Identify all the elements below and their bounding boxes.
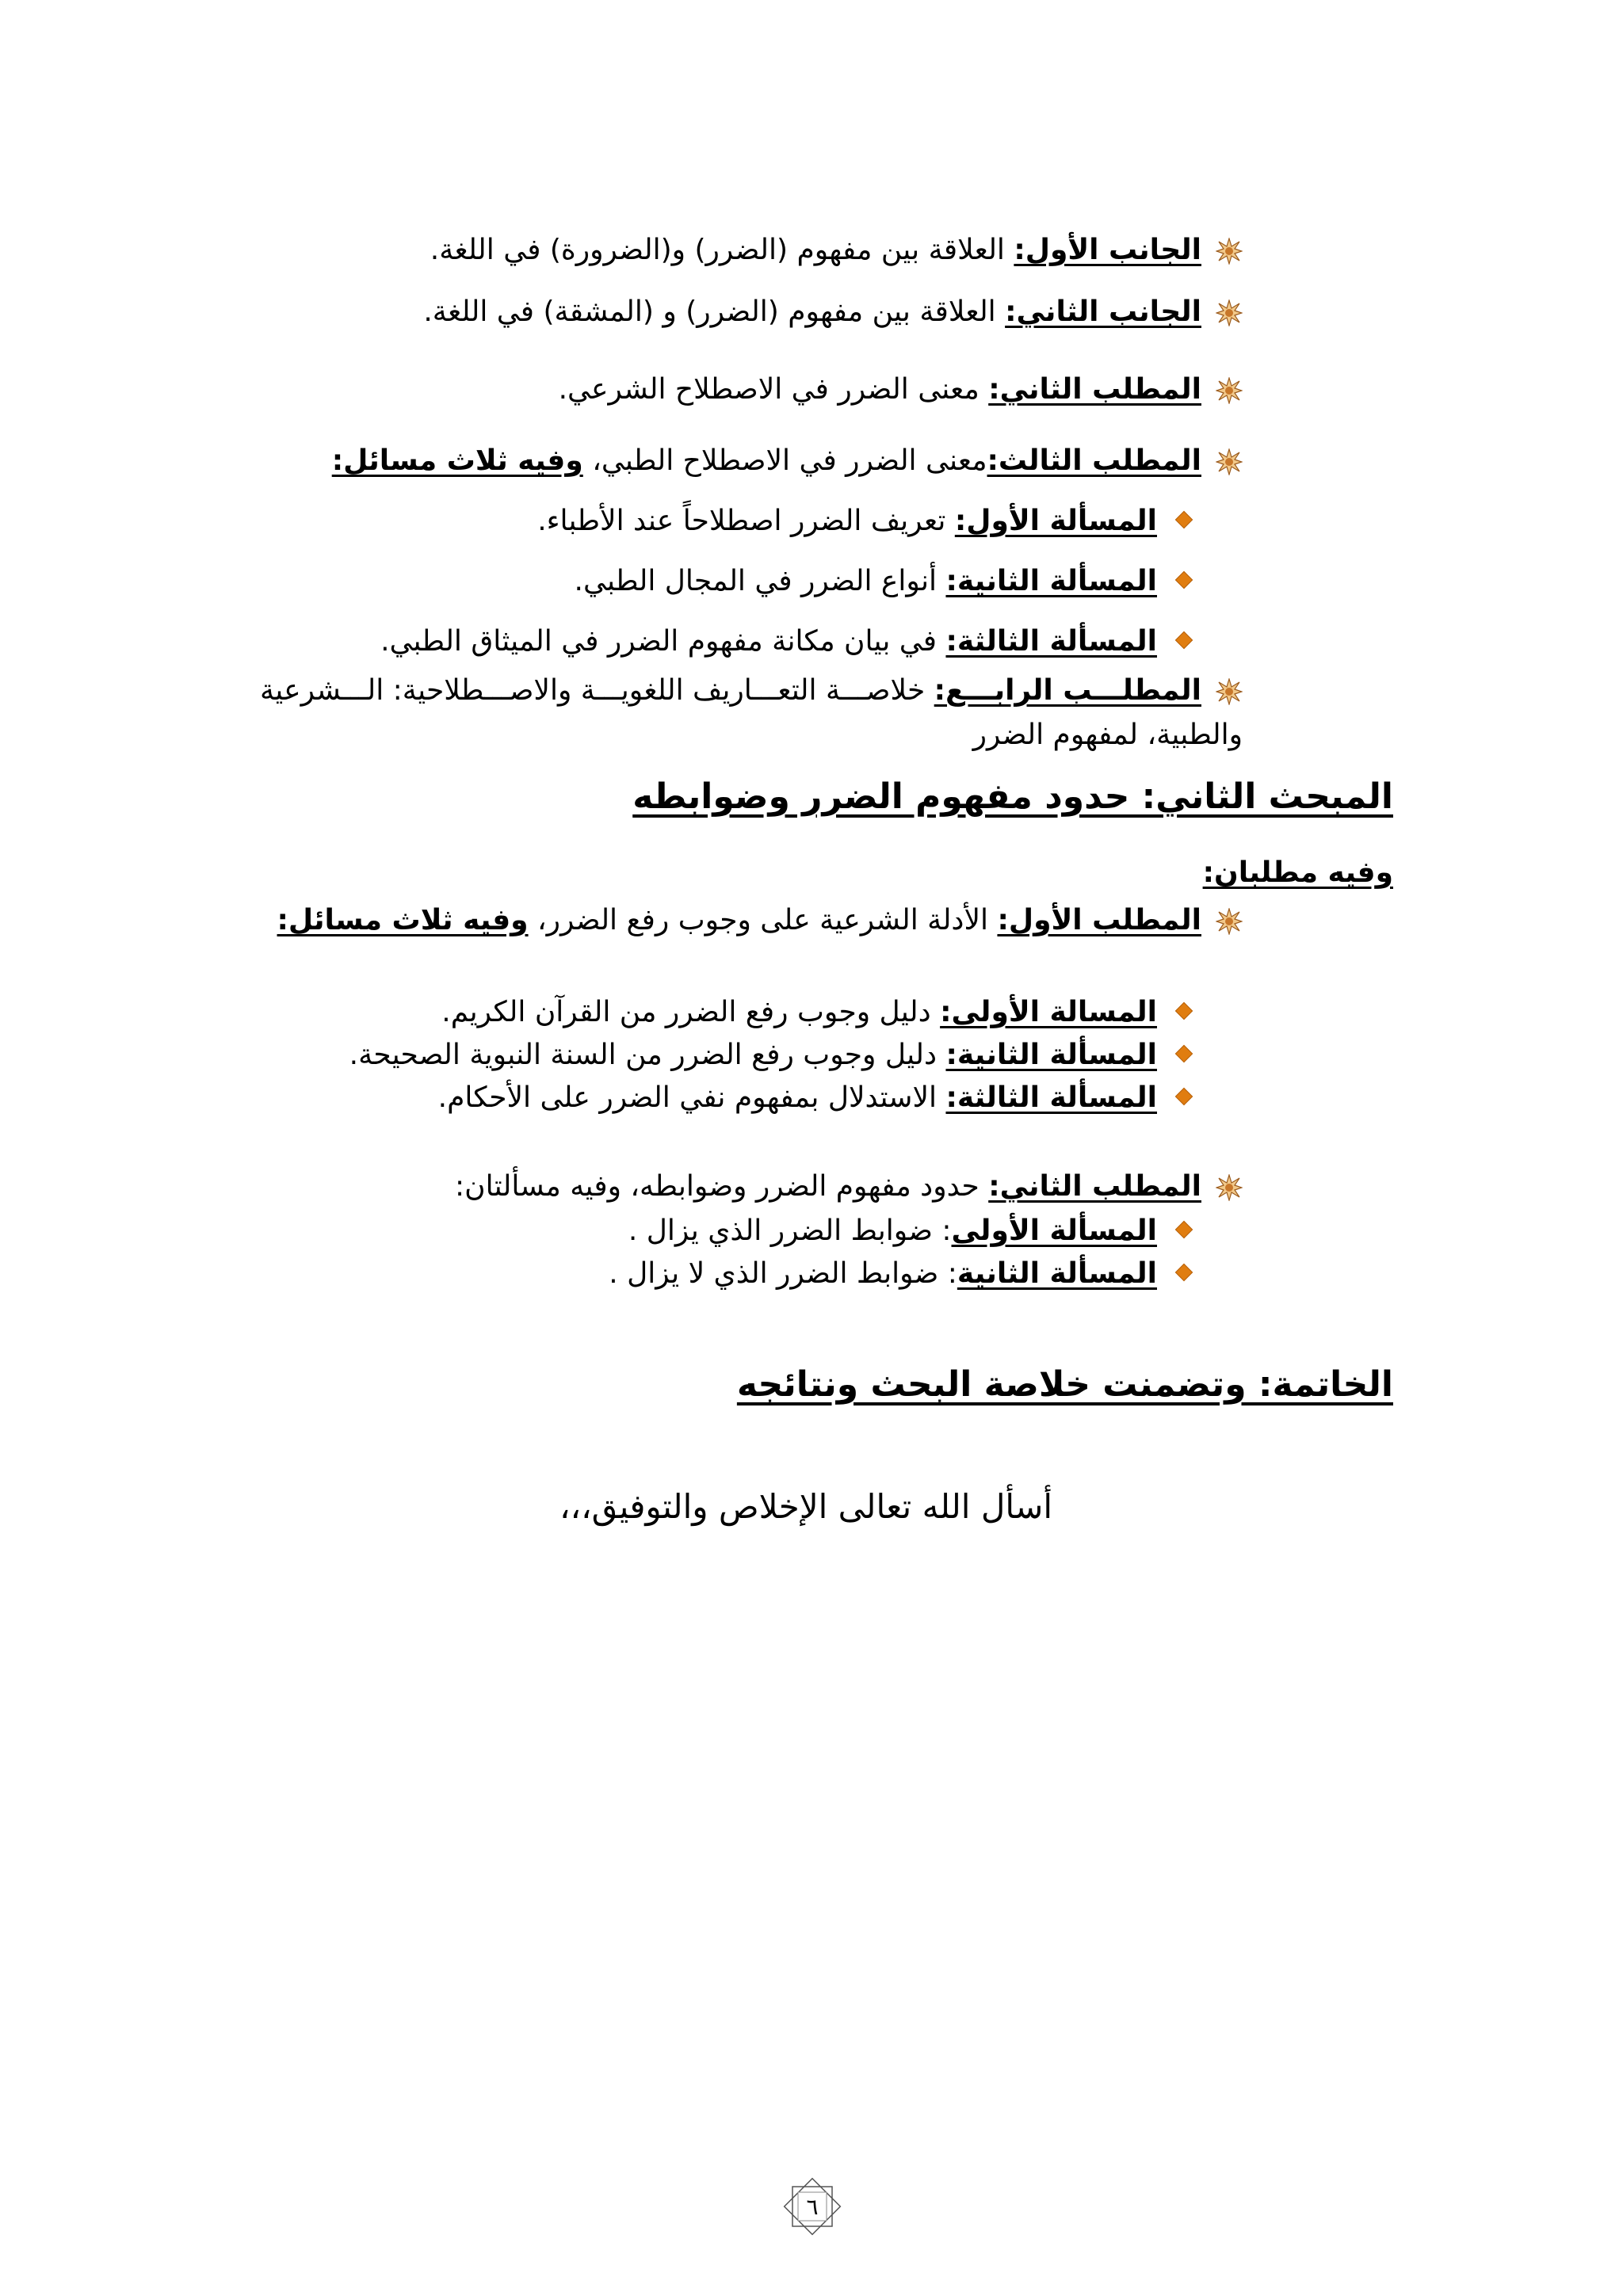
item-line — [332, 442, 1243, 480]
diamond-bullet-icon — [1175, 1088, 1193, 1106]
item-text: دليل وجوب رفع الضرر من السنة النبوية الصحيحة. — [349, 1039, 946, 1071]
conclusion-heading: الخاتمة: وتضمنت خلاصة البحث ونتائجه — [736, 1364, 1393, 1405]
sub-item-line — [438, 1079, 1195, 1117]
item-label: المسالة الأولى: — [940, 996, 1157, 1028]
item-text: الأدلة الشرعية على وجوب رفع الضرر، — [528, 904, 998, 936]
page-number: ٦ — [806, 2193, 819, 2220]
item-text: العلاقة بين مفهوم (الضرر) و(الضرورة) في اللغة. — [430, 234, 1014, 266]
item-text: أنواع الضرر في المجال الطبي. — [574, 565, 946, 597]
diamond-bullet-icon — [1175, 1002, 1193, 1020]
item-line — [423, 293, 1243, 331]
item-text: : ضوابط الضرر الذي لا يزال . — [609, 1257, 957, 1290]
item-label: الجانب الأول: — [1014, 234, 1201, 266]
star-bullet-icon — [1216, 299, 1243, 326]
item-text: تعريف الضرر اصطلاحاً عند الأطباء. — [537, 505, 955, 537]
diamond-bullet-icon — [1175, 1221, 1193, 1239]
item-text: والطبية، لمفهوم الضرر — [972, 719, 1243, 751]
item-label: المطلب الأول: — [997, 904, 1201, 936]
item-label: المسألة الأولى — [951, 1215, 1157, 1247]
item-label: المطلب الثاني: — [988, 373, 1201, 406]
diamond-bullet-icon — [1175, 511, 1193, 529]
intro-text: وفيه مطلبان: — [1202, 856, 1393, 889]
star-bullet-icon — [1216, 1174, 1243, 1201]
item-label: المسألة الثالثة: — [945, 625, 1157, 658]
item-label: المطلب الثالث: — [987, 444, 1201, 477]
section-heading: المبحث الثاني: حدود مفهوم الضرر وضوابطه — [632, 776, 1393, 817]
item-label: المطلب الثاني: — [988, 1170, 1201, 1203]
item-label: المسألة الثالثة: — [945, 1081, 1157, 1114]
item-line — [559, 371, 1243, 409]
item-label: الجانب الثاني: — [1005, 296, 1201, 328]
page-number-ornament — [777, 2171, 848, 2242]
item-line — [455, 1168, 1243, 1206]
star-bullet-icon — [1216, 238, 1243, 265]
item-text: معنى الضرر في الاصطلاح الشرعي. — [558, 373, 989, 406]
sub-item-line — [628, 1212, 1195, 1250]
item-tail: وفيه ثلاث مسائل: — [331, 444, 583, 477]
item-text: الاستدلال بمفهوم نفي الضرر على الأحكام. — [437, 1081, 946, 1114]
diamond-bullet-icon — [1175, 1045, 1193, 1063]
sub-item-line — [537, 502, 1195, 540]
sub-item-line — [575, 563, 1195, 601]
item-text: : ضوابط الضرر الذي يزال . — [628, 1215, 952, 1247]
sub-item-line — [380, 623, 1195, 661]
item-tail: وفيه ثلاث مسائل: — [277, 904, 529, 936]
item-label: المسألة الثانية — [957, 1257, 1157, 1290]
item-text: في بيان مكانة مفهوم الضرر في الميثاق الطبي. — [380, 625, 946, 658]
star-bullet-icon — [1216, 377, 1243, 404]
diamond-bullet-icon — [1175, 571, 1193, 589]
item-line — [277, 902, 1243, 940]
item-line — [430, 231, 1243, 269]
item-text: معنى الضرر في الاصطلاح الطبي، — [582, 444, 987, 477]
item-label: المسألة الأول: — [954, 505, 1157, 537]
sub-item-line — [609, 1255, 1195, 1293]
diamond-bullet-icon — [1175, 1264, 1193, 1282]
item-line — [260, 672, 1243, 710]
star-bullet-icon — [1216, 678, 1243, 705]
sub-item-line — [441, 994, 1195, 1032]
item-text: العلاقة بين مفهوم (الضرر) و (المشقة) في اللغة. — [423, 296, 1006, 328]
item-label: المسألة الثانية: — [945, 565, 1157, 597]
closing-prayer: أسأل الله تعالى الإخلاص والتوفيق،،، — [559, 1487, 1052, 1526]
sub-item-line — [349, 1036, 1195, 1074]
diamond-bullet-icon — [1175, 631, 1193, 650]
section-intro — [1203, 854, 1393, 892]
item-text: حدود مفهوم الضرر وضوابطه، وفيه مسألتان: — [455, 1170, 989, 1203]
star-bullet-icon — [1216, 448, 1243, 475]
item-text: دليل وجوب رفع الضرر من القرآن الكريم. — [441, 996, 941, 1028]
item-text: خلاصـــة التعـــاريف اللغويـــة والاصـــطلاحية: الـــشرعية — [259, 674, 934, 707]
star-bullet-icon — [1216, 908, 1243, 935]
item-label: المسألة الثانية: — [945, 1039, 1157, 1071]
item-label: المطلـــب الرابـــع: — [934, 674, 1201, 707]
item-continuation — [973, 716, 1243, 754]
